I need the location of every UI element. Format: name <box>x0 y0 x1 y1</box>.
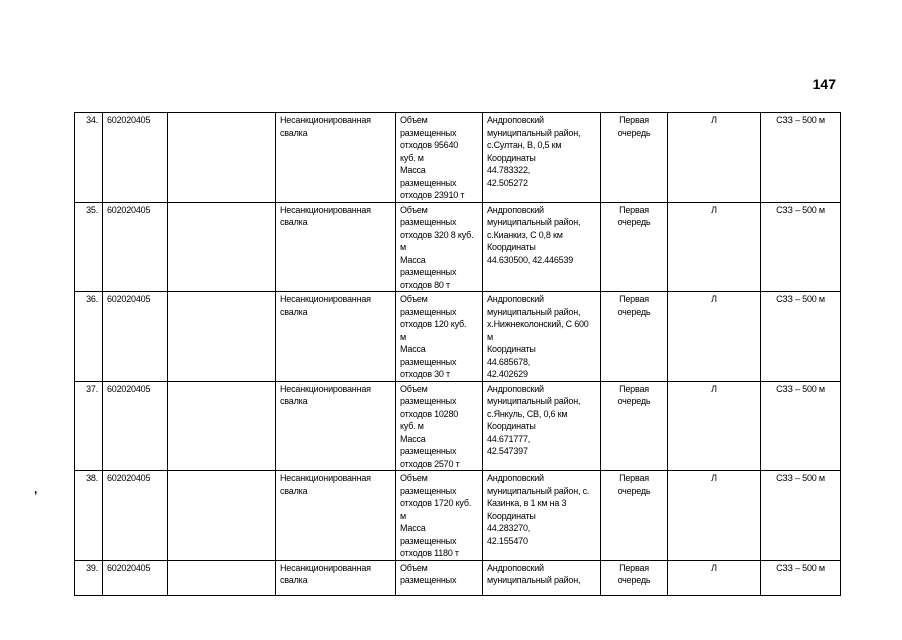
object-type-line: свалка <box>280 127 308 138</box>
object-location-line: 44.283270, <box>487 523 531 533</box>
object-location-line: 44.685678, <box>487 356 531 367</box>
waste-volume-line: отходов 1720 куб. <box>400 498 472 508</box>
waste-volume <box>396 202 483 292</box>
priority-queue <box>601 113 668 203</box>
waste-code: 602020405 <box>103 292 168 382</box>
priority-queue-line: очередь <box>617 575 651 585</box>
table-row <box>75 202 841 292</box>
object-location-line: Координаты <box>487 344 536 354</box>
priority-queue-line: очередь <box>617 485 651 496</box>
priority-queue-line: очередь <box>617 217 651 227</box>
object-type <box>276 292 396 382</box>
waste-volume <box>396 113 483 203</box>
priority-queue-line: очередь <box>617 396 651 406</box>
object-location-line: Андроповский <box>487 473 544 483</box>
row-number: 38. <box>75 471 103 561</box>
waste-volume-line: отходов 320 8 куб. <box>400 229 474 240</box>
object-class: Л <box>668 471 761 561</box>
waste-volume-line: куб. м <box>400 152 424 163</box>
object-location <box>483 471 601 561</box>
waste-volume-line: Объем <box>400 115 428 125</box>
priority-queue-line: очередь <box>617 127 651 138</box>
object-type <box>276 202 396 292</box>
waste-volume-line: размещенных <box>400 535 457 546</box>
object-type-line: свалка <box>280 396 308 406</box>
sanitary-zone: СЗЗ – 500 м <box>761 471 841 561</box>
object-type-line: Несанкционированная <box>280 204 371 215</box>
table-row <box>75 113 841 203</box>
object-type-line: Несанкционированная <box>280 562 371 573</box>
object-type-line: Несанкционированная <box>280 383 371 394</box>
waste-volume <box>396 560 483 595</box>
object-location-line: муниципальный район, <box>487 127 581 138</box>
priority-queue-line: Первая <box>619 562 649 573</box>
object-type-line: Несанкционированная <box>280 115 371 125</box>
waste-volume-line: отходов 80 т <box>400 279 450 290</box>
stray-mark: , <box>34 482 38 496</box>
object-type-line: свалка <box>280 306 308 317</box>
priority-queue-line: Первая <box>619 473 649 483</box>
waste-volume-line: размещенных <box>400 306 457 317</box>
object-location-line: муниципальный район, <box>487 306 581 317</box>
priority-queue-line: Первая <box>619 115 649 125</box>
waste-volume-line: размещенных <box>400 217 457 227</box>
empty-cell <box>168 471 276 561</box>
object-type <box>276 471 396 561</box>
page-number: 147 <box>812 76 836 92</box>
waste-volume-line: Масса <box>400 254 426 265</box>
object-location-line: 42.505272 <box>487 177 528 188</box>
object-location-line: Координаты <box>487 510 536 521</box>
waste-volume <box>396 292 483 382</box>
sanitary-zone: СЗЗ – 500 м <box>761 381 841 471</box>
object-type-line: свалка <box>280 485 308 496</box>
object-location-line: 42.155470 <box>487 535 528 546</box>
waste-volume <box>396 381 483 471</box>
waste-volume-line: Объем <box>400 294 428 304</box>
waste-volume-line: размещенных <box>400 396 457 406</box>
object-class: Л <box>668 202 761 292</box>
waste-volume-line: размещенных <box>400 267 457 277</box>
object-location-line: 42.547397 <box>487 446 528 456</box>
object-type-line: свалка <box>280 575 308 585</box>
waste-volume-line: Объем <box>400 473 428 483</box>
waste-code: 602020405 <box>103 202 168 292</box>
object-location-line: Координаты <box>487 152 536 163</box>
priority-queue <box>601 560 668 595</box>
object-location <box>483 381 601 471</box>
waste-volume-line: Объем <box>400 562 428 573</box>
table-row <box>75 560 841 595</box>
waste-volume-line: Масса <box>400 433 426 444</box>
waste-code: 602020405 <box>103 471 168 561</box>
waste-volume-line: отходов 23910 т <box>400 190 465 200</box>
row-number: 34. <box>75 113 103 203</box>
row-number: 35. <box>75 202 103 292</box>
object-location-line: Андроповский <box>487 562 544 573</box>
waste-volume-line: отходов 2570 т <box>400 458 460 469</box>
object-type-line: свалка <box>280 217 308 227</box>
object-class: Л <box>668 292 761 382</box>
object-location-line: Координаты <box>487 242 536 252</box>
object-location-line: 44.783322, <box>487 165 531 175</box>
object-location-line: муниципальный район, <box>487 217 581 227</box>
object-location-line: с.Султан, В, 0,5 км <box>487 140 562 150</box>
waste-volume-line: отходов 30 т <box>400 369 450 379</box>
object-location <box>483 113 601 203</box>
object-location-line: Андроповский <box>487 294 544 304</box>
object-class: Л <box>668 560 761 595</box>
waste-volume-line: м <box>400 242 406 252</box>
object-type <box>276 560 396 595</box>
waste-volume-line: Масса <box>400 523 426 533</box>
waste-code: 602020405 <box>103 381 168 471</box>
object-location-line: 44.630500, 42.446539 <box>487 254 574 265</box>
priority-queue-line: Первая <box>619 383 649 394</box>
waste-volume-line: отходов 1180 т <box>400 548 459 558</box>
object-location-line: Казинка, в 1 км на 3 <box>487 498 567 508</box>
table-row <box>75 471 841 561</box>
row-number: 39. <box>75 560 103 595</box>
empty-cell <box>168 113 276 203</box>
object-location-line: муниципальный район, <box>487 396 581 406</box>
object-location <box>483 202 601 292</box>
waste-volume-line: размещенных <box>400 485 457 496</box>
object-location-line: с.Янкуль, СВ, 0,6 км <box>487 408 568 419</box>
empty-cell <box>168 292 276 382</box>
priority-queue-line: Первая <box>619 294 649 304</box>
waste-volume-line: Объем <box>400 383 428 394</box>
sanitary-zone: СЗЗ – 500 м <box>761 560 841 595</box>
object-location-line: м <box>487 331 493 342</box>
waste-volume-line: Масса <box>400 344 426 354</box>
object-location-line: 44.671777, <box>487 433 531 444</box>
object-location-line: х.Нижнеколонский, С 600 <box>487 319 589 329</box>
waste-code: 602020405 <box>103 560 168 595</box>
object-location-line: муниципальный район, с. <box>487 485 590 496</box>
object-location-line: с.Кианкиз, С 0,8 км <box>487 229 563 240</box>
empty-cell <box>168 560 276 595</box>
waste-volume-line: м <box>400 510 406 521</box>
waste-volume-line: Масса <box>400 165 426 175</box>
object-location-line: 42.402629 <box>487 369 528 379</box>
sanitary-zone: СЗЗ – 500 м <box>761 292 841 382</box>
table-row <box>75 381 841 471</box>
waste-volume-line: отходов 10280 <box>400 408 459 419</box>
registry-body <box>75 113 841 596</box>
waste-volume-line: размещенных <box>400 356 457 367</box>
object-location-line: Андроповский <box>487 115 544 125</box>
row-number: 36. <box>75 292 103 382</box>
row-number: 37. <box>75 381 103 471</box>
object-location-line: Андроповский <box>487 383 544 394</box>
object-class: Л <box>668 381 761 471</box>
waste-volume-line: размещенных <box>400 575 457 585</box>
priority-queue <box>601 381 668 471</box>
waste-volume-line: отходов 120 куб. <box>400 319 467 329</box>
waste-volume-line: Объем <box>400 204 428 215</box>
waste-volume <box>396 471 483 561</box>
object-type <box>276 113 396 203</box>
priority-queue <box>601 292 668 382</box>
waste-volume-line: куб. м <box>400 421 424 431</box>
sanitary-zone: СЗЗ – 500 м <box>761 202 841 292</box>
object-type-line: Несанкционированная <box>280 294 371 304</box>
waste-volume-line: размещенных <box>400 446 457 456</box>
object-location <box>483 560 601 595</box>
waste-code: 602020405 <box>103 113 168 203</box>
empty-cell <box>168 381 276 471</box>
object-type <box>276 381 396 471</box>
sanitary-zone: СЗЗ – 500 м <box>761 113 841 203</box>
object-type-line: Несанкционированная <box>280 473 371 483</box>
waste-volume-line: м <box>400 331 406 342</box>
object-location-line: Андроповский <box>487 204 544 215</box>
priority-queue-line: Первая <box>619 204 649 215</box>
waste-volume-line: отходов 95640 <box>400 140 459 150</box>
object-location <box>483 292 601 382</box>
object-class: Л <box>668 113 761 203</box>
priority-queue <box>601 202 668 292</box>
priority-queue-line: очередь <box>617 306 651 317</box>
priority-queue <box>601 471 668 561</box>
object-location-line: Координаты <box>487 421 536 431</box>
table-row <box>75 292 841 382</box>
object-location-line: муниципальный район, <box>487 575 581 585</box>
waste-volume-line: размещенных <box>400 127 457 138</box>
registry-table <box>74 112 841 596</box>
waste-volume-line: размещенных <box>400 177 457 188</box>
empty-cell <box>168 202 276 292</box>
